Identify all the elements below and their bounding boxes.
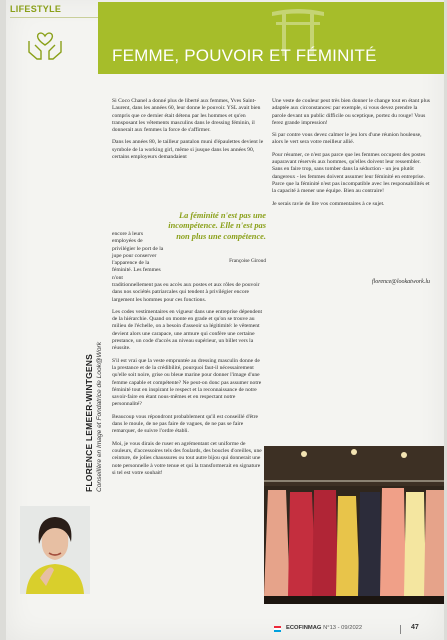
- quote-author: Françoise Giroud: [229, 258, 266, 264]
- hands-heart-icon: [26, 27, 64, 63]
- paragraph: Je serais ravie de lire vos commentaires à ce sujet.: [272, 200, 385, 207]
- paragraph-narrow: encore à leurs employées de privilégier le port de la jupe pour conserver l'apparence de la féminité. Les femmes n'ont: [112, 231, 164, 281]
- author-email: florence@lookatwork.lu: [371, 279, 430, 285]
- article-column-1: [112, 98, 264, 166]
- title-banner: [98, 2, 444, 74]
- author-role: Conseillère en Image et Fondatrice de Look@Work: [96, 342, 103, 492]
- magazine-name: ECOFINMAG: [286, 625, 322, 631]
- paragraph: Beaucoup vous répondront probablement qu'il est conseillé d'être dans le moule, de ne pas faire de vagues, de ne pas se faire remarquer, de suivre l'ordre établi.: [112, 413, 259, 435]
- paragraph: Si Coco Chanel a donné plus de liberté aux femmes, Yves Saint-Laurent, dans les années 60, leur donne le pouvoir. YSL avait bien compris que ce dernier était détenu par les hommes et qu'en transposant les vêtements masculins dans le dressing féminin, il donnerait aux femmes la force de s'affirmer.: [112, 98, 261, 134]
- boutique-photo-image: [264, 446, 444, 604]
- issue-number: N°13 - 09/2022: [323, 625, 363, 631]
- magazine-page: [6, 0, 444, 640]
- pull-quote: La féminité n'est pas une incompétence. Elle n'est pas non plus une compétence.: [168, 211, 266, 241]
- paragraph: Dans les années 80, le tailleur pantalon muni d'épaulettes devient le symbole de la working girl, même si jusque dans les années 90, certains employeurs demandaient: [112, 139, 264, 161]
- paragraph: Une veste de couleur peut très bien donner le change tout en étant plus adaptée aux circonstances: par exemple, si vous devez prendre la parole devant un public difficile ou sceptique, portez du rouge! Vous ferez grande impression!: [272, 98, 430, 126]
- paragraph: Moi, je vous dirais de ruser en agrémentant cet uniforme de couleurs, d'accessoires tels des foulards, des boucles d'oreilles, une ceinture, de jolies chaussures ou tout autre bijou qui donnerait une note personnelle à votre tenue et qui la transformerait en signature si tel est votre souhait!: [112, 440, 262, 476]
- author-portrait-image: [20, 506, 90, 594]
- article-title: FEMME, POUVOIR ET FÉMINITÉ: [112, 46, 377, 65]
- paragraph: Pour résumer, ce n'est pas parce que les femmes occupent des postes auparavant réservés aux hommes, qu'elles doivent leur ressembler. Sans en faire trop, sans tomber dans la séduction - un jeu plutôt dangereux - les femmes doivent assumer leur féminité en entreprise. Parce que la féminité n'est pas incompatible avec les responsabilités et la capacité à mener une équipe. Bien au contraire!: [272, 151, 430, 195]
- paragraph: Si par contre vous devez calmer le jeu lors d'une réunion houleuse, alors le vert sera votre meilleur allié.: [272, 132, 422, 146]
- luxembourg-flag-icon: [274, 626, 281, 632]
- section-label: LIFESTYLE: [10, 4, 62, 14]
- section-divider: [10, 17, 98, 18]
- footer-divider: [400, 625, 401, 634]
- paragraph: Les codes vestimentaires en vigueur dans une entreprise dépendent de la hiérarchie. Quand on monte en grade et qu'on se trouve au milieu de l'échelle, on a besoin d'asseoir sa légitimité: le vêtement devient alors une carapace, une armure qui confère une certaine prestance, un code d'accès au niveau supérieur, un billet vers la réussite.: [112, 308, 263, 352]
- author-name: FLORENCE LEMEER-WINTGENS: [84, 354, 94, 492]
- page-number: 47: [411, 624, 419, 631]
- author-byline: [84, 342, 103, 492]
- paragraph: S'il est vrai que la veste empruntée au dressing masculin donne de la prestance et de la crédibilité, pourquoi faut-il nécessairement qu'elle soit noire, grise ou bleue marine pour donner l'image d'une femme capable et compétente? Ne peut-on donc pas assumer notre féminité tout en inspirant le respect et la reconnaissance de notre savoir-faire en étant nous-mêmes et en respectant notre personnalité?: [112, 357, 262, 408]
- paragraph: traditionnellement pas eu accès aux postes et aux rôles de pouvoir dans nos sociétés patriarcales qui tendent à privilégier encore largement les hommes pour ces fonctions.: [112, 282, 260, 303]
- magazine-issue: [286, 625, 362, 631]
- article-column-2: [272, 98, 430, 213]
- page-footer: [274, 625, 444, 635]
- article-column-1-continued: [112, 282, 264, 482]
